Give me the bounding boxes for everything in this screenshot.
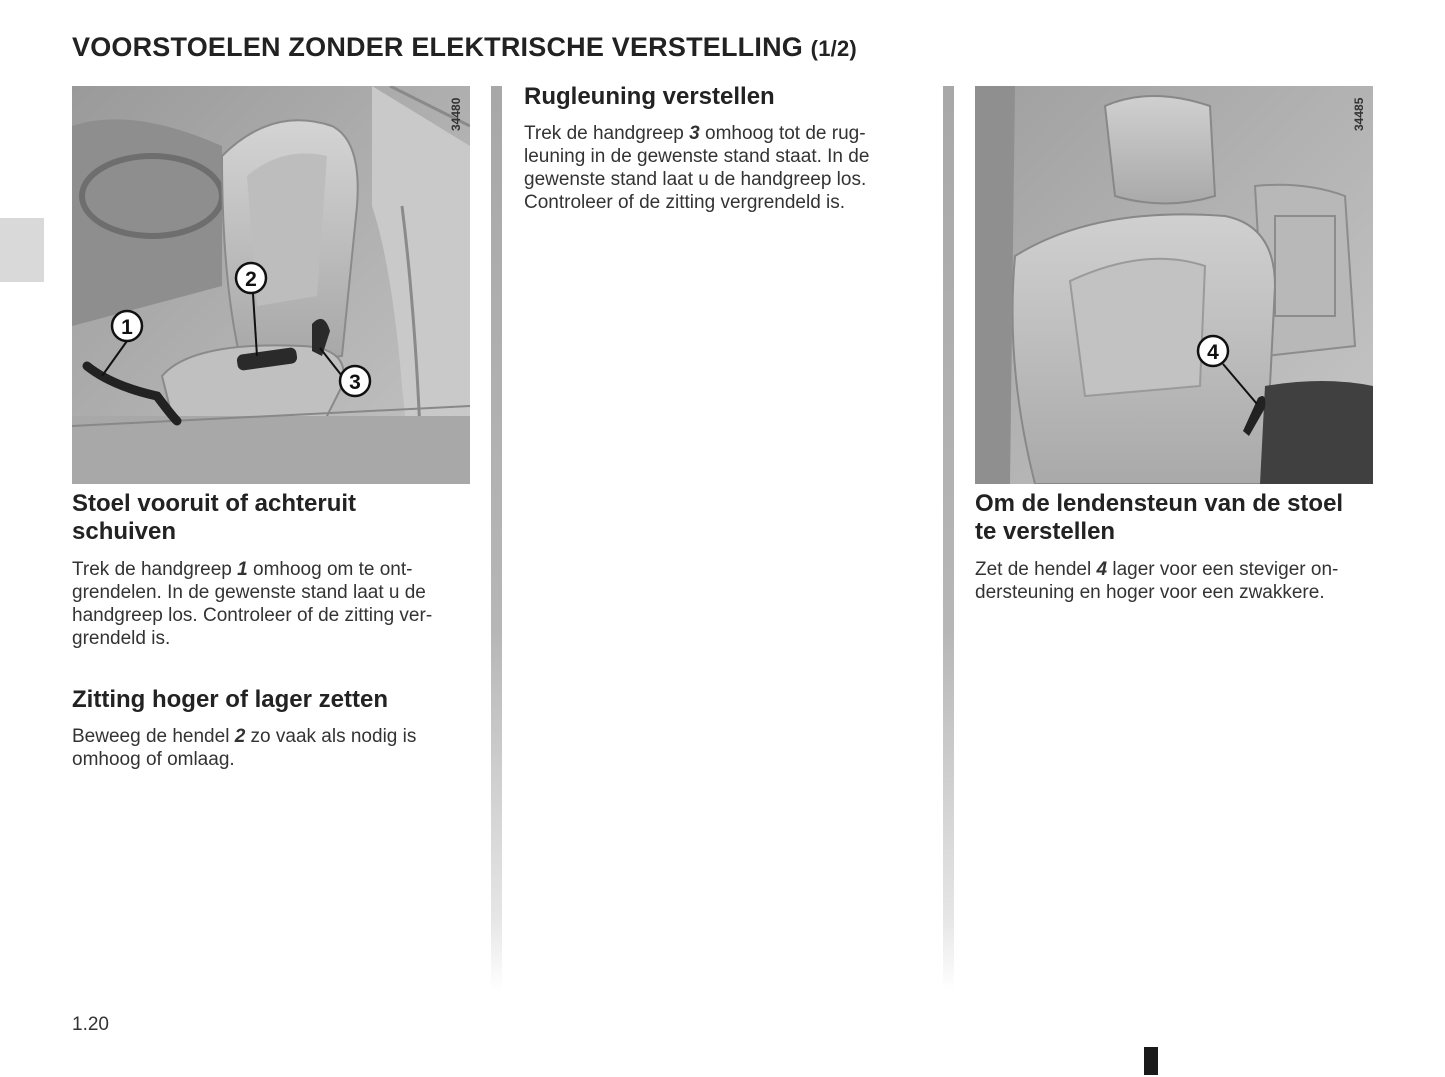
text-line: dersteuning en hoger voor een zwakkere. bbox=[975, 582, 1325, 603]
reference-number: 1 bbox=[237, 559, 248, 580]
reference-number: 3 bbox=[689, 123, 700, 144]
page-title-text: VOORSTOELEN ZONDER ELEKTRISCHE VERSTELLING bbox=[72, 32, 803, 62]
text-line: gewenste stand laat u de handgreep los. bbox=[524, 169, 867, 190]
figure-lumbar-support bbox=[975, 86, 1373, 484]
reference-number: 2 bbox=[234, 726, 246, 747]
callout-1 bbox=[112, 311, 142, 341]
body-lumbar bbox=[975, 558, 1373, 604]
page-number: 1.20 bbox=[72, 1014, 109, 1035]
callout-3-label: 3 bbox=[349, 371, 361, 394]
heading-lumbar-line-1: Om de lendensteun van de stoel bbox=[975, 490, 1344, 517]
figure-code-right: 34485 bbox=[1352, 97, 1366, 131]
text-line: Controleer of de zitting vergrendeld is. bbox=[524, 192, 846, 213]
text-line: grendeld is. bbox=[72, 628, 171, 649]
text-line: omhoog of omlaag. bbox=[72, 749, 235, 770]
text-fragment: Trek de handgreep bbox=[72, 559, 238, 580]
reference-number: 4 bbox=[1096, 559, 1108, 580]
text-line: grendelen. In de gewenste stand laat u de bbox=[72, 582, 426, 603]
callout-2 bbox=[236, 263, 266, 293]
heading-lumbar-line-2: te verstellen bbox=[975, 518, 1116, 545]
column-divider-left bbox=[491, 86, 502, 991]
body-backrest bbox=[524, 122, 921, 214]
callout-3 bbox=[340, 366, 370, 396]
body-slide-seat bbox=[72, 558, 470, 650]
text-fragment: omhoog tot de rug- bbox=[699, 123, 866, 144]
text-fragment: zo vaak als nodig is bbox=[245, 726, 417, 747]
text-line: handgreep los. Controleer of de zitting ver- bbox=[72, 605, 433, 626]
column-divider-right bbox=[943, 86, 954, 991]
seat-illustration-right bbox=[975, 86, 1373, 484]
text-line: leuning in de gewenste stand staat. In de bbox=[524, 146, 870, 167]
text-fragment: lager voor een steviger on- bbox=[1107, 559, 1339, 580]
text-fragment: omhoog om te ont- bbox=[247, 559, 413, 580]
callout-1-label: 1 bbox=[121, 316, 133, 339]
text-fragment: Beweeg de hendel bbox=[72, 726, 235, 747]
text-fragment: Zet de hendel bbox=[975, 559, 1097, 580]
chapter-tab bbox=[0, 218, 44, 282]
text-fragment: Trek de handgreep bbox=[524, 123, 690, 144]
heading-backrest: Rugleuning verstellen bbox=[524, 83, 775, 110]
page-end-marker bbox=[1144, 1047, 1158, 1075]
body-seat-height bbox=[72, 725, 470, 771]
callout-4-label: 4 bbox=[1207, 341, 1219, 364]
heading-seat-height: Zitting hoger of lager zetten bbox=[72, 686, 388, 713]
heading-lumbar bbox=[975, 490, 1343, 546]
heading-slide-line-2: schuiven bbox=[72, 518, 177, 545]
heading-slide-seat bbox=[72, 490, 356, 546]
callout-2-label: 2 bbox=[245, 268, 257, 291]
figure-code-left: 34480 bbox=[449, 97, 463, 131]
page-title bbox=[72, 32, 857, 63]
figure-front-seat-levers bbox=[72, 86, 470, 484]
heading-slide-line-1: Stoel vooruit of achteruit bbox=[72, 490, 357, 517]
seat-illustration-left bbox=[72, 86, 470, 484]
callout-4 bbox=[1198, 336, 1228, 366]
page-title-part: (1/2) bbox=[810, 36, 857, 61]
